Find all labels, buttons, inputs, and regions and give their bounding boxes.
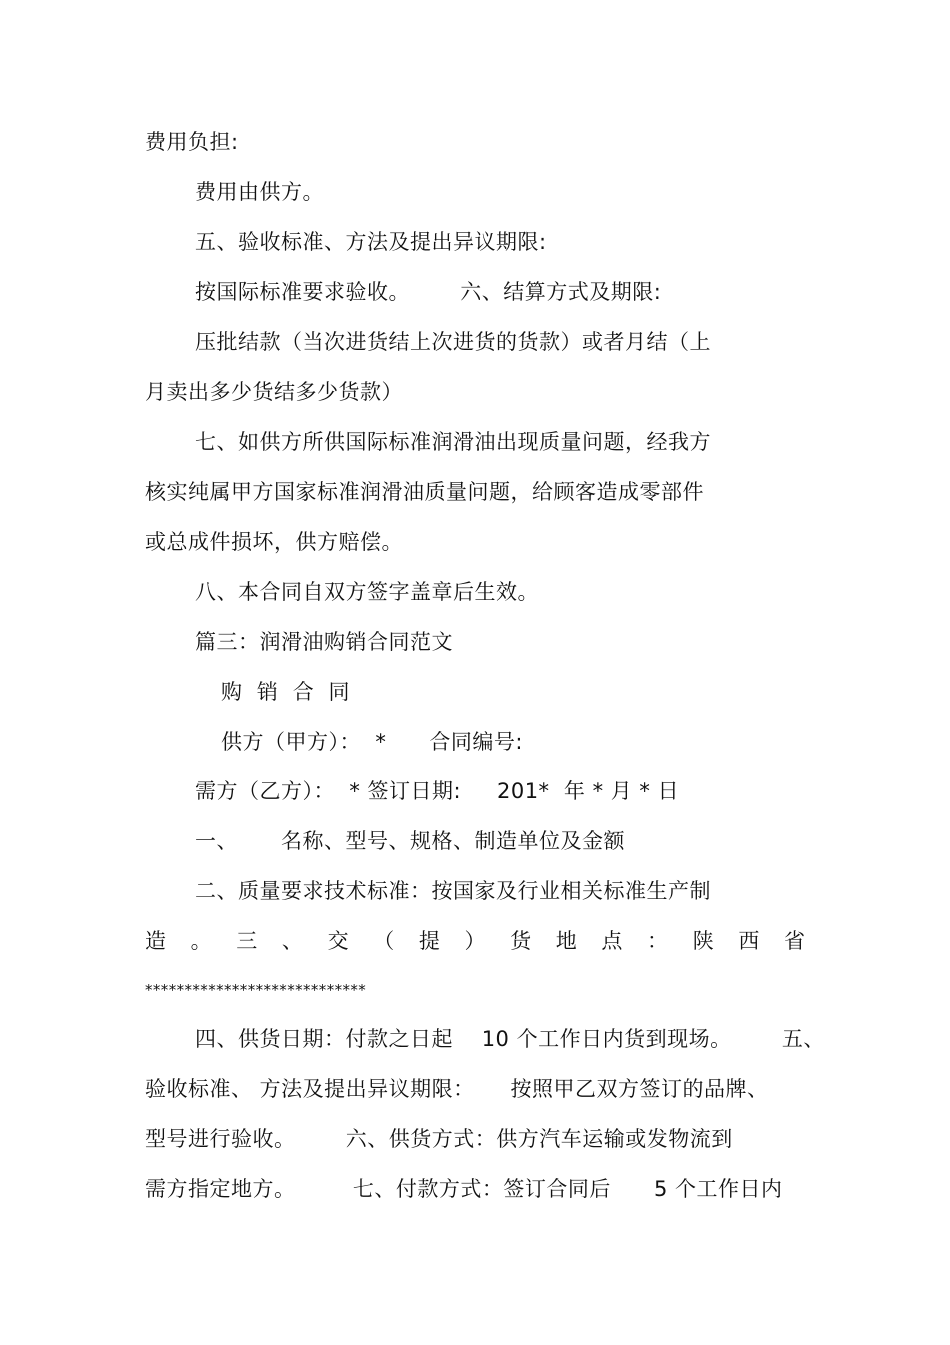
text-line-4: 按国际标准要求验收。 六、结算方式及期限: bbox=[195, 280, 662, 304]
text-line-1: 费用负担: bbox=[145, 130, 239, 154]
char: 地 bbox=[555, 929, 577, 953]
text-line-3: 五、验收标准、方法及提出异议期限: bbox=[195, 230, 547, 254]
char: （ bbox=[373, 929, 395, 953]
char: 货 bbox=[510, 929, 532, 953]
contract-title: 购 销 合 同 bbox=[221, 680, 351, 704]
text-line-16: 二、质量要求技术标准：按国家及行业相关标准生产制 bbox=[195, 879, 711, 903]
char: 点 bbox=[601, 929, 623, 953]
text-line-18: 四、供货日期：付款之日起 10 个工作日内货到现场。 五、 bbox=[195, 1027, 825, 1051]
text-line-19: 验收标准、 方法及提出异议期限： 按照甲乙双方签订的品牌、 bbox=[145, 1077, 769, 1101]
text-line-9: 或总成件损坏，供方赔偿。 bbox=[145, 530, 403, 554]
char: 省 bbox=[783, 929, 805, 953]
text-line-10: 八、本合同自双方签字盖章后生效。 bbox=[195, 580, 539, 604]
char: 、 bbox=[281, 929, 303, 953]
section-heading: 篇三：润滑油购销合同范文 bbox=[195, 630, 453, 654]
char: 。 bbox=[190, 929, 212, 953]
text-line-20: 型号进行验收。 六、供货方式：供方汽车运输或发物流到 bbox=[145, 1127, 733, 1151]
char: 陕 bbox=[692, 929, 714, 953]
text-line-8: 核实纯属甲方国家标准润滑油质量问题，给顾客造成零部件 bbox=[145, 480, 704, 504]
char: 造 bbox=[145, 929, 166, 953]
char: ） bbox=[464, 929, 486, 953]
masked-address: **************************** bbox=[145, 981, 367, 999]
char: 西 bbox=[738, 929, 760, 953]
supplier-line: 供方（甲方）： * 合同编号: bbox=[221, 730, 523, 754]
char: 三 bbox=[236, 929, 258, 953]
text-line-6: 月卖出多少货结多少货款） bbox=[145, 380, 403, 404]
text-line-2: 费用由供方。 bbox=[195, 180, 324, 204]
text-line-15: 一、 名称、型号、规格、制造单位及金额 bbox=[195, 829, 626, 853]
text-line-21: 需方指定地方。 七、付款方式：签订合同后 5 个工作日内 bbox=[145, 1177, 783, 1201]
justified-delivery-line bbox=[145, 927, 805, 955]
text-line-5: 压批结款（当次进货结上次进货的货款）或者月结（上 bbox=[195, 330, 711, 354]
char: 交 bbox=[327, 929, 349, 953]
char: ： bbox=[647, 929, 669, 953]
char: 提 bbox=[418, 929, 440, 953]
text-line-7: 七、如供方所供国际标准润滑油出现质量问题，经我方 bbox=[195, 430, 711, 454]
buyer-line: 需方（乙方）： * 签订日期: 201* 年 * 月 * 日 bbox=[195, 779, 680, 803]
